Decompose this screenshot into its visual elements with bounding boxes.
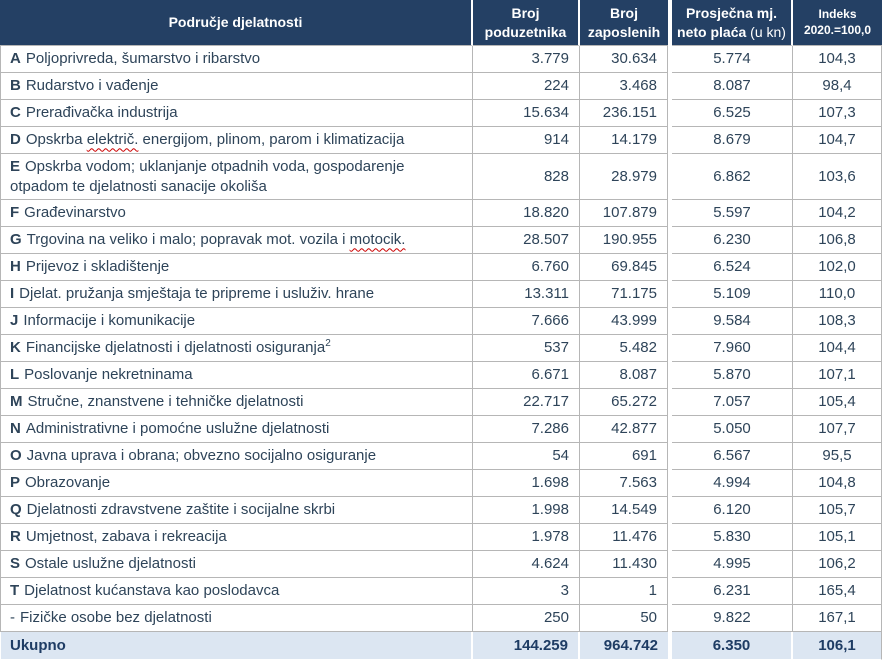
broj-zaposlenih-value: 190.955: [580, 227, 668, 254]
table-row: [0, 46, 882, 73]
table-row: [0, 335, 882, 362]
broj-poduzetnika-value: 7.666: [473, 308, 580, 335]
neto-placa-value: 6.524: [672, 254, 793, 281]
table-row: [0, 281, 882, 308]
broj-zaposlenih-value: 42.877: [580, 416, 668, 443]
neto-placa-value: 4.994: [672, 470, 793, 497]
indeks-value: 104,3: [793, 46, 882, 73]
activity-letter: F: [10, 204, 20, 222]
broj-poduzetnika-value: 7.286: [473, 416, 580, 443]
broj-poduzetnika-value: 15.634: [473, 100, 580, 127]
activity-letter: N: [10, 420, 21, 438]
indeks-value: 165,4: [793, 578, 882, 605]
activity-label: [0, 254, 473, 281]
activity-label: [0, 605, 473, 632]
indeks-value: 103,6: [793, 154, 882, 200]
neto-placa-value: 5.109: [672, 281, 793, 308]
activity-name: Djelat. pružanja smještaja te pripreme i usluživ. hrane: [19, 285, 375, 303]
header-line: Indeks: [818, 6, 857, 21]
broj-zaposlenih-value: 11.476: [580, 524, 668, 551]
column-header-broj-zaposlenih: [580, 0, 668, 46]
activity-name: Rudarstvo i vađenje: [25, 77, 159, 95]
broj-poduzetnika-value: 914: [473, 127, 580, 154]
activity-letter: B: [10, 77, 21, 95]
broj-poduzetnika-value: 22.717: [473, 389, 580, 416]
column-header-prosjecna-neto-placa: [672, 0, 793, 46]
neto-placa-value: 8.679: [672, 127, 793, 154]
broj-poduzetnika-value: 537: [473, 335, 580, 362]
column-header-podrucje-djelatnosti: Područje djelatnosti: [0, 0, 473, 46]
activity-letter: O: [10, 447, 22, 465]
neto-placa-value: 5.870: [672, 362, 793, 389]
header-line: zaposlenih: [587, 23, 661, 40]
broj-zaposlenih-value: 3.468: [580, 73, 668, 100]
broj-zaposlenih-value: 28.979: [580, 154, 668, 200]
activity-letter: T: [10, 582, 20, 600]
broj-zaposlenih-value: 7.563: [580, 470, 668, 497]
broj-poduzetnika-value: 224: [473, 73, 580, 100]
activity-name: Administrativne i pomoćne uslužne djelatnosti: [25, 420, 330, 438]
activity-name: Prijevoz i skladištenje: [25, 258, 170, 276]
indeks-value: 110,0: [793, 281, 882, 308]
activity-label: [0, 497, 473, 524]
broj-poduzetnika-value: 250: [473, 605, 580, 632]
activity-label: [0, 443, 473, 470]
broj-zaposlenih-value: 50: [580, 605, 668, 632]
broj-zaposlenih-value: 14.179: [580, 127, 668, 154]
indeks-value: 105,4: [793, 389, 882, 416]
broj-zaposlenih-value: 43.999: [580, 308, 668, 335]
neto-placa-value: 6.120: [672, 497, 793, 524]
header-line: Broj: [610, 5, 638, 22]
activity-label: [0, 389, 473, 416]
activity-name: Obrazovanje: [25, 474, 111, 492]
table-row: [0, 200, 882, 227]
activity-label: [0, 470, 473, 497]
table-row: [0, 470, 882, 497]
broj-zaposlenih-value: 11.430: [580, 551, 668, 578]
neto-placa-value: 5.774: [672, 46, 793, 73]
total-indeks: 106,1: [793, 632, 882, 660]
activity-letter: Q: [10, 501, 22, 519]
table-row: [0, 127, 882, 154]
table-row: [0, 497, 882, 524]
broj-poduzetnika-value: 1.698: [473, 470, 580, 497]
activity-label: [0, 227, 473, 254]
activity-name: Fizičke osobe bez djelatnosti: [20, 609, 212, 627]
indeks-value: 107,7: [793, 416, 882, 443]
activity-name: Informacije i komunikacije: [23, 312, 196, 330]
activity-name: Financijske djelatnosti i djelatnosti osiguranja$^2$: [25, 338, 331, 357]
activity-label: [0, 362, 473, 389]
indeks-value: 95,5: [793, 443, 882, 470]
indeks-value: 105,7: [793, 497, 882, 524]
neto-placa-value: 7.960: [672, 335, 793, 362]
table-row: [0, 362, 882, 389]
indeks-value: 107,3: [793, 100, 882, 127]
activity-letter: E: [10, 158, 21, 175]
broj-zaposlenih-value: 691: [580, 443, 668, 470]
broj-poduzetnika-value: 1.998: [473, 497, 580, 524]
total-row: [0, 632, 882, 660]
activity-name: Poslovanje nekretninama: [24, 366, 193, 384]
indeks-value: 106,8: [793, 227, 882, 254]
indeks-value: 104,8: [793, 470, 882, 497]
activity-name: Prerađivačka industrija: [25, 104, 178, 122]
table-row: [0, 578, 882, 605]
activity-label: [0, 100, 473, 127]
neto-placa-value: 6.862: [672, 154, 793, 200]
header-row: [0, 0, 882, 46]
broj-zaposlenih-value: 30.634: [580, 46, 668, 73]
table-row: [0, 551, 882, 578]
activity-label: [0, 46, 473, 73]
activity-name: Poljoprivreda, šumarstvo i ribarstvo: [25, 50, 261, 68]
activity-letter: L: [10, 366, 20, 384]
total-broj-zaposlenih: 964.742: [580, 632, 668, 660]
broj-poduzetnika-value: 28.507: [473, 227, 580, 254]
broj-poduzetnika-value: 3: [473, 578, 580, 605]
activity-name: Građevinarstvo: [24, 204, 126, 222]
indeks-value: 106,2: [793, 551, 882, 578]
indeks-value: 107,1: [793, 362, 882, 389]
neto-placa-value: 5.830: [672, 524, 793, 551]
activity-letter: J: [10, 312, 19, 330]
spellcheck-underline: električ.: [86, 131, 139, 149]
spellcheck-underline: motocik.: [349, 231, 406, 249]
table-row: [0, 605, 882, 632]
indeks-value: 102,0: [793, 254, 882, 281]
table-row: [0, 443, 882, 470]
activity-label: [0, 281, 473, 308]
activity-label: [0, 578, 473, 605]
activity-label: [0, 416, 473, 443]
broj-poduzetnika-value: 54: [473, 443, 580, 470]
table-row: [0, 524, 882, 551]
activity-name: Opskrba vodom; uklanjanje otpadnih voda, gospodarenje otpadom te djelatnosti sanacije okoliša: [10, 158, 405, 195]
total-label: Ukupno: [0, 632, 473, 660]
activity-letter: R: [10, 528, 21, 546]
indeks-value: 108,3: [793, 308, 882, 335]
indeks-value: 104,7: [793, 127, 882, 154]
indeks-value: 104,2: [793, 200, 882, 227]
activity-name: Opskrba električ. energijom, plinom, parom i klimatizacija: [25, 131, 405, 149]
header-line: Prosječna mj.: [685, 5, 778, 22]
header-line: neto plaća (u kn): [677, 23, 786, 40]
activity-letter: M: [10, 393, 23, 411]
neto-placa-value: 9.822: [672, 605, 793, 632]
activity-name: Ostale uslužne djelatnosti: [25, 555, 196, 573]
neto-placa-value: 8.087: [672, 73, 793, 100]
neto-placa-value: 9.584: [672, 308, 793, 335]
table-row: [0, 100, 882, 127]
activity-letter: P: [10, 474, 21, 492]
broj-poduzetnika-value: 6.671: [473, 362, 580, 389]
neto-placa-value: 6.525: [672, 100, 793, 127]
activity-label: [0, 73, 473, 100]
column-header-broj-poduzetnika: [473, 0, 580, 46]
indeks-value: 167,1: [793, 605, 882, 632]
table-row: [0, 154, 882, 200]
activity-letter: D: [10, 131, 21, 149]
total-broj-poduzetnika: 144.259: [473, 632, 580, 660]
broj-zaposlenih-value: 107.879: [580, 200, 668, 227]
activity-label: [0, 524, 473, 551]
broj-zaposlenih-value: 71.175: [580, 281, 668, 308]
broj-zaposlenih-value: 1: [580, 578, 668, 605]
activity-letter: A: [10, 50, 21, 68]
neto-placa-value: 6.567: [672, 443, 793, 470]
table-row: [0, 227, 882, 254]
neto-placa-value: 6.231: [672, 578, 793, 605]
broj-zaposlenih-value: 69.845: [580, 254, 668, 281]
broj-poduzetnika-value: 18.820: [473, 200, 580, 227]
table-row: [0, 389, 882, 416]
broj-poduzetnika-value: 13.311: [473, 281, 580, 308]
activity-letter: G: [10, 231, 22, 249]
broj-zaposlenih-value: 5.482: [580, 335, 668, 362]
activity-name: Trgovina na veliko i malo; popravak mot. vozila i motocik.: [26, 231, 406, 249]
header-unit: (u kn): [750, 23, 786, 40]
activity-label: [0, 335, 473, 362]
column-header-indeks: [793, 0, 882, 46]
broj-zaposlenih-value: 14.549: [580, 497, 668, 524]
activity-name: Djelatnosti zdravstvene zaštite i socijalne skrbi: [26, 501, 336, 519]
indeks-value: 104,4: [793, 335, 882, 362]
activity-name: Javna uprava i obrana; obvezno socijalno osiguranje: [26, 447, 377, 465]
table-row: [0, 73, 882, 100]
activity-letter: S: [10, 555, 21, 573]
indeks-value: 105,1: [793, 524, 882, 551]
activity-letter: C: [10, 104, 21, 122]
header-line: Broj: [511, 5, 540, 22]
broj-poduzetnika-value: 1.978: [473, 524, 580, 551]
neto-placa-value: 6.230: [672, 227, 793, 254]
broj-zaposlenih-value: 8.087: [580, 362, 668, 389]
activity-letter: H: [10, 258, 21, 276]
activity-label: [0, 551, 473, 578]
table-row: [0, 416, 882, 443]
activity-letter: K: [10, 339, 21, 357]
activity-letter: I: [10, 285, 15, 303]
broj-poduzetnika-value: 3.779: [473, 46, 580, 73]
neto-placa-value: 7.057: [672, 389, 793, 416]
indeks-value: 98,4: [793, 73, 882, 100]
activity-label: [0, 127, 473, 154]
broj-zaposlenih-value: 236.151: [580, 100, 668, 127]
activity-name: Stručne, znanstvene i tehničke djelatnosti: [27, 393, 304, 411]
table-row: [0, 254, 882, 281]
activity-label: [0, 200, 473, 227]
activity-name: Umjetnost, zabava i rekreacija: [25, 528, 227, 546]
activity-letter: -: [10, 609, 15, 627]
activity-name: Djelatnost kućanstava kao poslodavca: [24, 582, 280, 600]
broj-poduzetnika-value: 4.624: [473, 551, 580, 578]
broj-zaposlenih-value: 65.272: [580, 389, 668, 416]
neto-placa-value: 5.597: [672, 200, 793, 227]
broj-poduzetnika-value: 6.760: [473, 254, 580, 281]
broj-poduzetnika-value: 828: [473, 154, 580, 200]
neto-placa-value: 4.995: [672, 551, 793, 578]
activity-label: [0, 308, 473, 335]
table-row: [0, 308, 882, 335]
header-line: 2020.=100,0: [803, 22, 872, 37]
activity-label: [0, 154, 473, 200]
header-line: poduzetnika: [484, 23, 567, 40]
neto-placa-value: 5.050: [672, 416, 793, 443]
total-neto-placa: 6.350: [672, 632, 793, 660]
